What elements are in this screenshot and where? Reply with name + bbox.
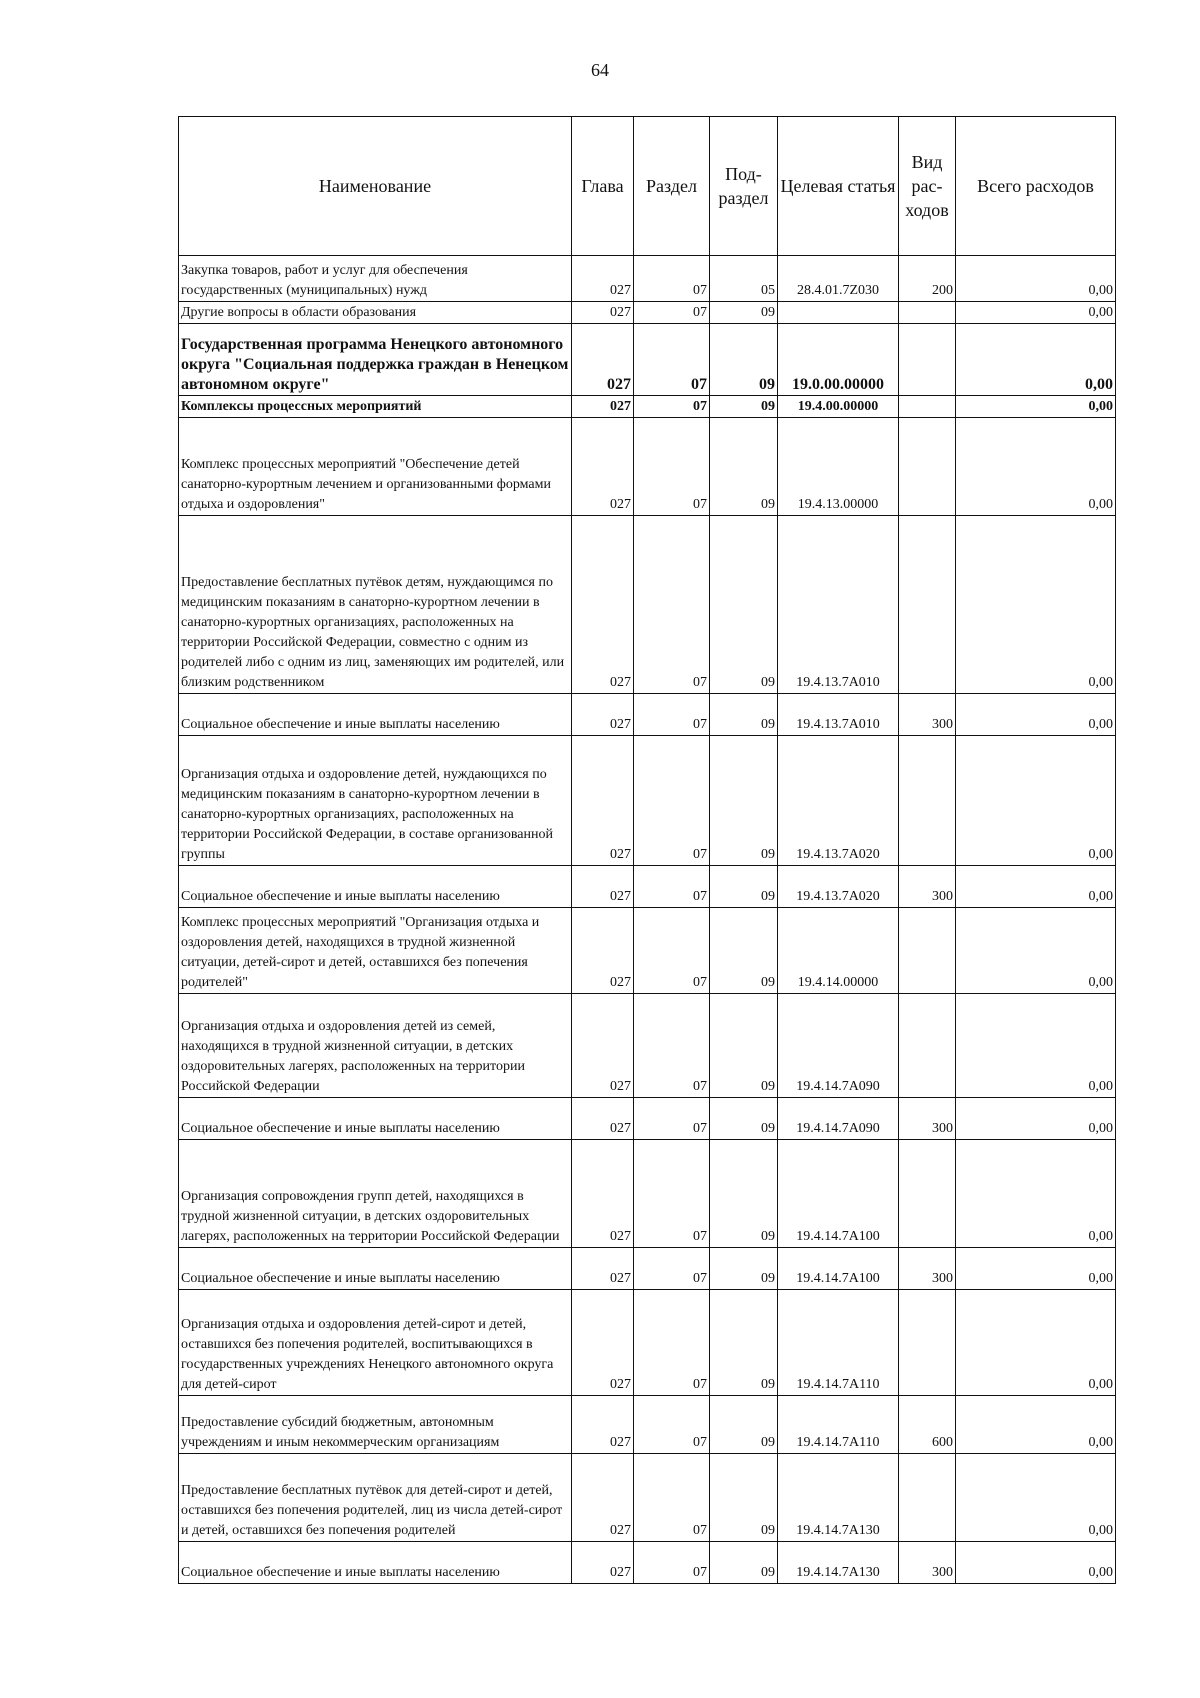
row-glava: 027 [572, 908, 634, 994]
row-vid [899, 396, 956, 418]
table-header [179, 117, 1116, 256]
row-razdel: 07 [634, 866, 710, 908]
row-vid [899, 324, 956, 396]
row-celevaya: 19.4.13.7А010 [778, 694, 899, 736]
row-vsego: 0,00 [956, 694, 1116, 736]
row-podrazdel: 09 [710, 736, 778, 866]
row-vsego: 0,00 [956, 324, 1116, 396]
row-podrazdel: 09 [710, 516, 778, 694]
page-number: 64 [591, 60, 609, 80]
row-celevaya: 19.4.14.7А090 [778, 1098, 899, 1140]
row-podrazdel: 09 [710, 1098, 778, 1140]
row-vsego: 0,00 [956, 1542, 1116, 1584]
row-podrazdel: 09 [710, 302, 778, 324]
table-row [179, 516, 1116, 694]
row-vsego: 0,00 [956, 396, 1116, 418]
row-celevaya: 19.4.14.7А110 [778, 1396, 899, 1454]
row-podrazdel: 09 [710, 866, 778, 908]
table-row [179, 418, 1116, 516]
row-name: Закупка товаров, работ и услуг для обеспечения государственных (муниципальных) нужд [179, 256, 572, 302]
row-vid [899, 302, 956, 324]
row-celevaya: 19.4.00.00000 [778, 396, 899, 418]
row-razdel: 07 [634, 736, 710, 866]
table-row [179, 736, 1116, 866]
row-razdel: 07 [634, 324, 710, 396]
table-row [179, 908, 1116, 994]
row-name: Комплекс процессных мероприятий "Обеспечение детей санаторно-курортным лечением и организованными формами отдыха и оздоровления" [179, 418, 572, 516]
row-vid [899, 994, 956, 1098]
row-celevaya [778, 302, 899, 324]
row-razdel: 07 [634, 1396, 710, 1454]
row-glava: 027 [572, 1396, 634, 1454]
row-celevaya: 19.4.13.7А020 [778, 736, 899, 866]
row-razdel: 07 [634, 1248, 710, 1290]
row-vid: 300 [899, 1542, 956, 1584]
row-razdel: 07 [634, 1290, 710, 1396]
row-podrazdel: 09 [710, 324, 778, 396]
row-glava: 027 [572, 736, 634, 866]
row-celevaya: 19.0.00.00000 [778, 324, 899, 396]
row-vid: 300 [899, 694, 956, 736]
row-vid: 300 [899, 1098, 956, 1140]
row-glava: 027 [572, 516, 634, 694]
row-glava: 027 [572, 418, 634, 516]
header-razdel: Раздел [634, 117, 710, 256]
row-razdel: 07 [634, 1140, 710, 1248]
row-podrazdel: 09 [710, 1290, 778, 1396]
row-glava: 027 [572, 1098, 634, 1140]
row-celevaya: 28.4.01.7Z030 [778, 256, 899, 302]
row-glava: 027 [572, 1140, 634, 1248]
budget-table [178, 116, 1116, 1584]
row-name: Государственная программа Ненецкого автономного округа "Социальная поддержка граждан в Ненецком автономном округе" [179, 324, 572, 396]
row-name: Комплекс процессных мероприятий "Организация отдыха и оздоровления детей, находящихся в трудной жизненной ситуации, детей-сирот и детей, оставшихся без попечения родителей" [179, 908, 572, 994]
row-razdel: 07 [634, 1454, 710, 1542]
row-name: Другие вопросы в области образования [179, 302, 572, 324]
row-name: Комплексы процессных мероприятий [179, 396, 572, 418]
row-glava: 027 [572, 256, 634, 302]
table-row [179, 1290, 1116, 1396]
row-glava: 027 [572, 396, 634, 418]
row-name: Организация отдыха и оздоровления детей из семей, находящихся в трудной жизненной ситуации, в детских оздоровительных лагерях, расположенных на территории Российской Федерации [179, 994, 572, 1098]
header-celevaya: Целевая статья [778, 117, 899, 256]
header-vid: Вид рас-ходов [899, 117, 956, 256]
row-vsego: 0,00 [956, 908, 1116, 994]
row-vid [899, 1140, 956, 1248]
row-name: Социальное обеспечение и иные выплаты населению [179, 1248, 572, 1290]
row-vid [899, 1454, 956, 1542]
header-glava: Глава [572, 117, 634, 256]
row-razdel: 07 [634, 1542, 710, 1584]
row-vsego: 0,00 [956, 256, 1116, 302]
row-razdel: 07 [634, 908, 710, 994]
table-row [179, 302, 1116, 324]
row-name: Организация отдыха и оздоровления детей-сирот и детей, оставшихся без попечения родителей, воспитывающихся в государственных учреждениях Ненецкого автономного округа для детей-сирот [179, 1290, 572, 1396]
table-row [179, 1454, 1116, 1542]
row-vsego: 0,00 [956, 1454, 1116, 1542]
row-name: Социальное обеспечение и иные выплаты населению [179, 866, 572, 908]
row-celevaya: 19.4.14.7А130 [778, 1542, 899, 1584]
row-vid: 200 [899, 256, 956, 302]
row-vid [899, 1290, 956, 1396]
row-celevaya: 19.4.14.7А130 [778, 1454, 899, 1542]
row-vsego: 0,00 [956, 1140, 1116, 1248]
header-vsego: Всего расходов [956, 117, 1116, 256]
row-name: Предоставление бесплатных путёвок детям, нуждающимся по медицинским показаниям в санаторно-курортном лечении в санаторно-курортных организациях, расположенных на территории Российской Федерации, совместно с одним из родителей либо с одним из лиц, заменяющих им родителей, или близким родственником [179, 516, 572, 694]
row-celevaya: 19.4.14.7А090 [778, 994, 899, 1098]
table-row [179, 694, 1116, 736]
row-vid: 300 [899, 1248, 956, 1290]
table-row [179, 324, 1116, 396]
row-razdel: 07 [634, 1098, 710, 1140]
row-name: Социальное обеспечение и иные выплаты населению [179, 1098, 572, 1140]
row-razdel: 07 [634, 302, 710, 324]
table-row [179, 1248, 1116, 1290]
row-podrazdel: 09 [710, 1396, 778, 1454]
row-vid [899, 736, 956, 866]
row-razdel: 07 [634, 418, 710, 516]
row-podrazdel: 05 [710, 256, 778, 302]
row-razdel: 07 [634, 256, 710, 302]
row-podrazdel: 09 [710, 994, 778, 1098]
table-row [179, 1542, 1116, 1584]
row-glava: 027 [572, 1290, 634, 1396]
row-vid: 300 [899, 866, 956, 908]
row-glava: 027 [572, 694, 634, 736]
row-name: Организация сопровождения групп детей, находящихся в трудной жизненной ситуации, в детских оздоровительных лагерях, расположенных на территории Российской Федерации [179, 1140, 572, 1248]
row-vsego: 0,00 [956, 302, 1116, 324]
header-name: Наименование [179, 117, 572, 256]
row-name: Предоставление субсидий бюджетным, автономным учреждениям и иным некоммерческим организациям [179, 1396, 572, 1454]
row-glava: 027 [572, 1454, 634, 1542]
row-podrazdel: 09 [710, 694, 778, 736]
row-name: Организация отдыха и оздоровление детей, нуждающихся по медицинским показаниям в санаторно-курортном лечении в санаторно-курортных организациях, расположенных на территории Российской Федерации, в составе организованной группы [179, 736, 572, 866]
row-glava: 027 [572, 302, 634, 324]
table-row [179, 1396, 1116, 1454]
row-vsego: 0,00 [956, 866, 1116, 908]
row-vsego: 0,00 [956, 1396, 1116, 1454]
row-podrazdel: 09 [710, 1542, 778, 1584]
row-podrazdel: 09 [710, 1454, 778, 1542]
row-celevaya: 19.4.13.7А010 [778, 516, 899, 694]
row-glava: 027 [572, 324, 634, 396]
row-glava: 027 [572, 994, 634, 1098]
row-razdel: 07 [634, 694, 710, 736]
row-podrazdel: 09 [710, 396, 778, 418]
row-celevaya: 19.4.14.00000 [778, 908, 899, 994]
row-vsego: 0,00 [956, 1248, 1116, 1290]
row-name: Социальное обеспечение и иные выплаты населению [179, 694, 572, 736]
table-row [179, 866, 1116, 908]
row-vid: 600 [899, 1396, 956, 1454]
row-celevaya: 19.4.13.7А020 [778, 866, 899, 908]
row-name: Социальное обеспечение и иные выплаты населению [179, 1542, 572, 1584]
row-vid [899, 418, 956, 516]
row-glava: 027 [572, 1248, 634, 1290]
row-razdel: 07 [634, 516, 710, 694]
row-podrazdel: 09 [710, 1248, 778, 1290]
row-name: Предоставление бесплатных путёвок для детей-сирот и детей, оставшихся без попечения родителей, лиц из числа детей-сирот и детей, оставшихся без попечения родителей [179, 1454, 572, 1542]
row-celevaya: 19.4.14.7А100 [778, 1140, 899, 1248]
table-row [179, 396, 1116, 418]
header-podrazdel: Под-раздел [710, 117, 778, 256]
row-celevaya: 19.4.14.7А110 [778, 1290, 899, 1396]
row-razdel: 07 [634, 994, 710, 1098]
table-row [179, 1098, 1116, 1140]
row-vid [899, 908, 956, 994]
row-vsego: 0,00 [956, 1290, 1116, 1396]
row-vsego: 0,00 [956, 736, 1116, 866]
row-vid [899, 516, 956, 694]
row-vsego: 0,00 [956, 418, 1116, 516]
row-podrazdel: 09 [710, 1140, 778, 1248]
table-row [179, 256, 1116, 302]
row-vsego: 0,00 [956, 1098, 1116, 1140]
row-celevaya: 19.4.13.00000 [778, 418, 899, 516]
row-razdel: 07 [634, 396, 710, 418]
row-vsego: 0,00 [956, 994, 1116, 1098]
row-podrazdel: 09 [710, 908, 778, 994]
row-celevaya: 19.4.14.7А100 [778, 1248, 899, 1290]
table-row [179, 1140, 1116, 1248]
row-vsego: 0,00 [956, 516, 1116, 694]
row-glava: 027 [572, 866, 634, 908]
row-glava: 027 [572, 1542, 634, 1584]
table-row [179, 994, 1116, 1098]
row-podrazdel: 09 [710, 418, 778, 516]
